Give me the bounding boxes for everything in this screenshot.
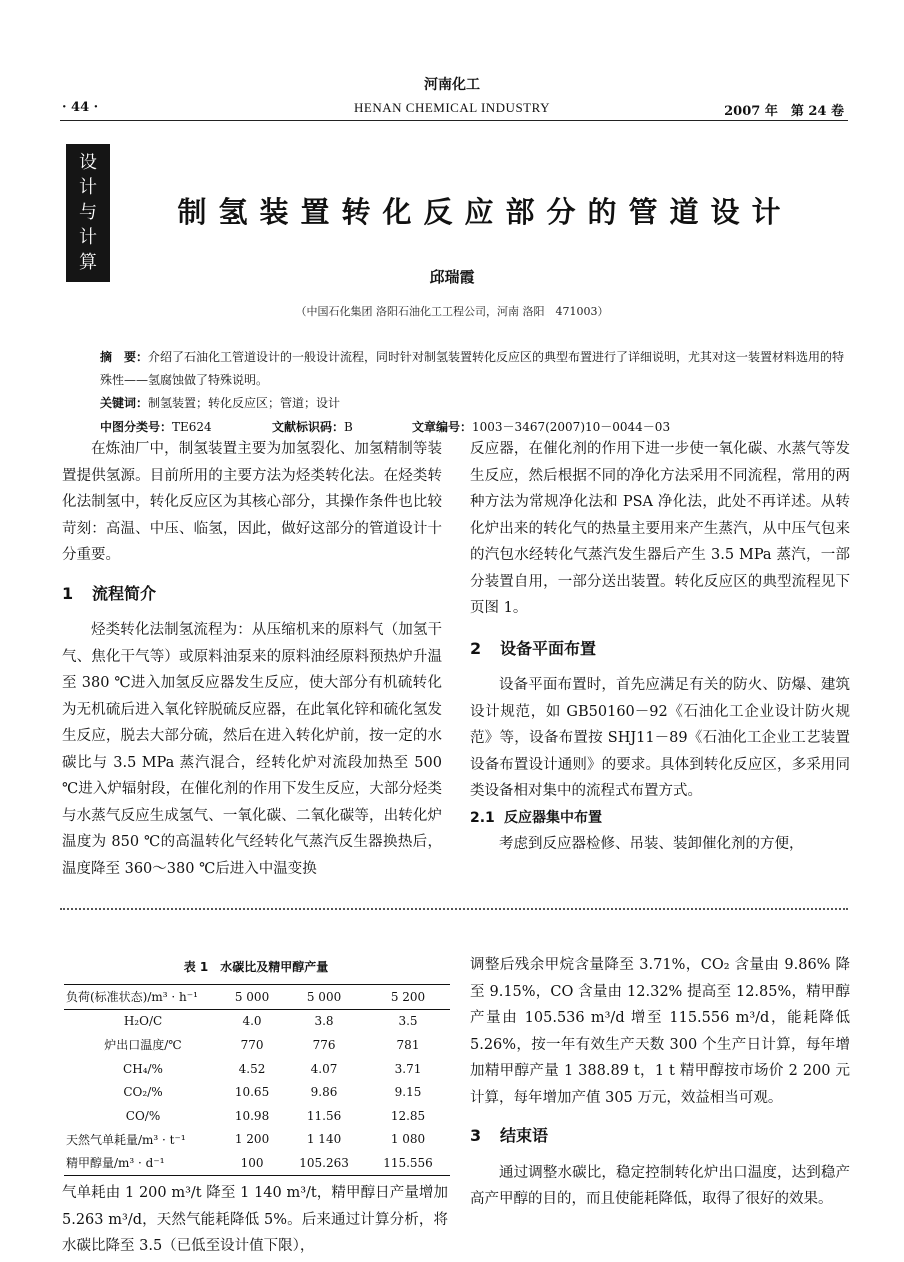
table-cell: 12.85 xyxy=(390,1108,426,1123)
table-cell: 9.86 xyxy=(310,1085,338,1100)
section-2-paragraph: 设备平面布置时，首先应满足有关的防火、防爆、建筑设计规范，如 GB50160－92《石油化工企业设计防火规范》等，设备布置按 SHJ11－89《石油化工企业工艺装置设备布置设计通则》的要求。具体到转化反应区，多采用同类设备相对集中的流程式布置方式。 xyxy=(470,677,850,799)
section-2-1-heading xyxy=(470,805,850,832)
table-cell: 精甲醇量/m³ · d⁻¹ xyxy=(64,1151,222,1175)
page-number: · 44 · xyxy=(62,100,99,115)
section-tag xyxy=(66,144,110,282)
section-title: 反应器集中布置 xyxy=(504,809,602,826)
doc-label: 文献标识码： xyxy=(272,420,345,434)
table-cell: 100 xyxy=(222,1151,282,1175)
table-discussion-paragraph: 气单耗由 1 200 m³/t 降至 1 140 m³/t，精甲醇日产量增加 5.263 m³/d，天然气能耗降低 5%。后来通过计算分析，将水碳比降至 3.5（已低至设计值下限）， xyxy=(62,1185,448,1254)
section-tag-char: 计 xyxy=(79,176,97,198)
table-cell: 1 080 xyxy=(390,1132,426,1147)
table-cell: 9.15 xyxy=(394,1085,422,1100)
section-tag-char: 设 xyxy=(79,151,97,173)
intro-paragraph: 在炼油厂中，制氢装置主要为加氢裂化、加氢精制等装置提供氢源。目前所用的主要方法为烃类转化法。在烃类转化法制氢中，转化反应区为其核心部分，其操作条件也比较苛刻：高温、中压、临氢，因此，做好这部分的管道设计十分重要。 xyxy=(62,441,442,563)
article-number-value: 1003－3467(2007)10－0044－03 xyxy=(472,420,671,434)
section-3-heading xyxy=(470,1123,850,1150)
page-divider xyxy=(60,908,848,910)
table-cell: 770 xyxy=(240,1037,264,1052)
table-header-cell: 5 000 xyxy=(282,985,366,1010)
table-row xyxy=(64,1080,450,1104)
clc-code xyxy=(100,418,272,435)
article-number-label: 文章编号： xyxy=(412,420,473,434)
table-cell: 11.56 xyxy=(306,1108,342,1123)
table-cell: 1 200 xyxy=(234,1132,270,1147)
doc-code xyxy=(272,418,412,435)
table-row xyxy=(64,1033,450,1057)
table-header-cell: 5 200 xyxy=(366,985,450,1010)
abstract-text: 介绍了石油化工管道设计的一般设计流程，同时针对制氢装置转化反应区的典型布置进行了详细说明，尤其对这一装置材料选用的特殊性——氢腐蚀做了特殊说明。 xyxy=(100,350,845,387)
keywords xyxy=(100,394,848,411)
keywords-label: 关键词： xyxy=(100,396,149,410)
clc-value: TE624 xyxy=(172,420,212,434)
table-cell: 781 xyxy=(396,1037,420,1052)
table-cell: 10.65 xyxy=(234,1085,270,1100)
table-cell: 天然气单耗量/m³ · t⁻¹ xyxy=(66,1132,186,1147)
section-1-paragraph: 烃类转化法制氢流程为：从压缩机来的原料气（加氢干气、焦化干气等）或原料油泵来的原料油经原料预热炉升温至 380 ℃进入加氢反应器发生反应，使大部分有机硫转化为无机硫后进入氧化锌脱硫反应器，在此氧化锌和硫化氢发生反应，脱去大部分硫，然后在进入转化炉前，按一定的水碳比与 3.5 MPa 蒸汽混合，经转化炉对流段加热至 500 ℃进入炉辐射段，在催化剂的作用下发生反应，大部分烃类与水蒸气反应生成氢气、一氧化碳、二氧化碳等，出转化炉温度为 850 ℃的高温转化气经转化气蒸汽反生器换热后，温度降至 360～380 ℃后进入中温变换 xyxy=(62,622,442,877)
abstract xyxy=(100,346,848,392)
results-paragraph: 调整后残余甲烷含量降至 3.71%，CO₂ 含量由 9.86% 降至 9.15%，CO 含量由 12.32% 提高至 12.85%，精甲醇产量由 105.536 m³/d 增至 115.556 m³/d，能耗降低 5.26%，按一年有效生产天数 300 个生产日计算，每年增加精甲醇产量 1 388.89 t，1 t 精甲醇按市场价 2 200 元计算，每年增加产值 305 万元，效益相当可观。 xyxy=(470,957,850,1106)
section-1-heading xyxy=(62,581,442,608)
section-2-1-paragraph: 考虑到反应器检修、吊装、装卸催化剂的方便， xyxy=(499,836,804,852)
table-cell: 4.07 xyxy=(310,1061,338,1076)
journal-name-en: HENAN CHEMICAL INDUSTRY xyxy=(354,100,550,115)
table-row xyxy=(64,1128,450,1152)
section-number: 3 xyxy=(470,1126,482,1145)
table-header-cell: 负荷(标准状态)/m³ · h⁻¹ xyxy=(64,985,222,1010)
table-cell: 10.98 xyxy=(234,1108,270,1123)
table-cell: 3.71 xyxy=(394,1061,422,1076)
table-header-cell: 5 000 xyxy=(222,985,282,1010)
lower-left-text xyxy=(62,1180,448,1260)
table-row xyxy=(64,1057,450,1081)
author-name: 邱瑞霞 xyxy=(429,268,475,286)
table-cell: CO/% xyxy=(125,1108,161,1123)
year-volume: 2007 年 第 24 卷 xyxy=(724,104,844,119)
keywords-text: 制氢装置；转化反应区；管道；设计 xyxy=(148,396,341,410)
left-column xyxy=(62,436,442,882)
table-cell: 3.5 xyxy=(398,1014,418,1029)
table-cell: H₂O/C xyxy=(123,1014,163,1029)
doc-value: B xyxy=(344,420,353,434)
table-caption: 表 1 水碳比及精甲醇产量 xyxy=(183,960,329,974)
right-column xyxy=(470,436,850,858)
conclusion-paragraph: 通过调整水碳比，稳定控制转化炉出口温度，达到稳产高产甲醇的目的，而且使能耗降低，取得了很好的效果。 xyxy=(470,1164,850,1207)
table-cell: 4.0 xyxy=(242,1014,262,1029)
section-number: 2.1 xyxy=(470,809,495,826)
table-cell: 105.263 xyxy=(282,1151,366,1175)
table-cell: 4.52 xyxy=(238,1061,266,1076)
table-row xyxy=(64,1104,450,1128)
table-cell: 776 xyxy=(312,1037,336,1052)
section-number: 2 xyxy=(470,638,482,658)
section-tag-char: 算 xyxy=(79,252,97,274)
header-rule xyxy=(60,120,848,121)
table-header-row xyxy=(64,985,450,1010)
section-number: 1 xyxy=(62,583,74,603)
table-cell: 3.8 xyxy=(314,1014,334,1029)
lower-right-column xyxy=(470,952,850,1213)
section-title: 设备平面布置 xyxy=(500,638,597,658)
table-cell: 1 140 xyxy=(306,1132,342,1147)
journal-name-cn: 河南化工 xyxy=(424,77,480,93)
clc-label: 中图分类号： xyxy=(100,420,173,434)
section-title: 流程简介 xyxy=(92,583,157,603)
section-title: 结束语 xyxy=(500,1126,549,1145)
table-cell: 炉出口温度/℃ xyxy=(104,1038,182,1053)
section-tag-char: 与 xyxy=(79,201,97,223)
table-row xyxy=(64,1151,450,1175)
table-cell: 115.556 xyxy=(366,1151,450,1175)
author-affiliation: （中国石化集团 洛阳石油化工工程公司，河南 洛阳 471003） xyxy=(295,305,609,318)
section-tag-char: 计 xyxy=(79,227,97,249)
section-2-heading xyxy=(470,636,850,663)
abstract-label: 摘 要： xyxy=(100,350,149,364)
classification-line xyxy=(100,418,848,435)
continued-paragraph: 反应器，在催化剂的作用下进一步使一氧化碳、水蒸气等发生反应，然后根据不同的净化方法采用不同流程，常用的两种方法为常规净化法和 PSA 净化法，此处不再详述。从转化炉出来的转化气的热量主要用来产生蒸汽，从中压气包来的汽包水经转化气蒸汽发生器后产生 3.5 MPa 蒸汽，一部分装置自用，一部分送出装置。转化反应区的典型流程见下页图 1。 xyxy=(470,441,850,616)
table-cell: CH₄/% xyxy=(123,1061,163,1076)
table-row xyxy=(64,1009,450,1033)
data-table xyxy=(64,984,450,1176)
article-number xyxy=(412,418,670,435)
table-cell: CO₂/% xyxy=(123,1085,163,1100)
article-title: 制氢装置转化反应部分的管道设计 xyxy=(177,195,793,229)
